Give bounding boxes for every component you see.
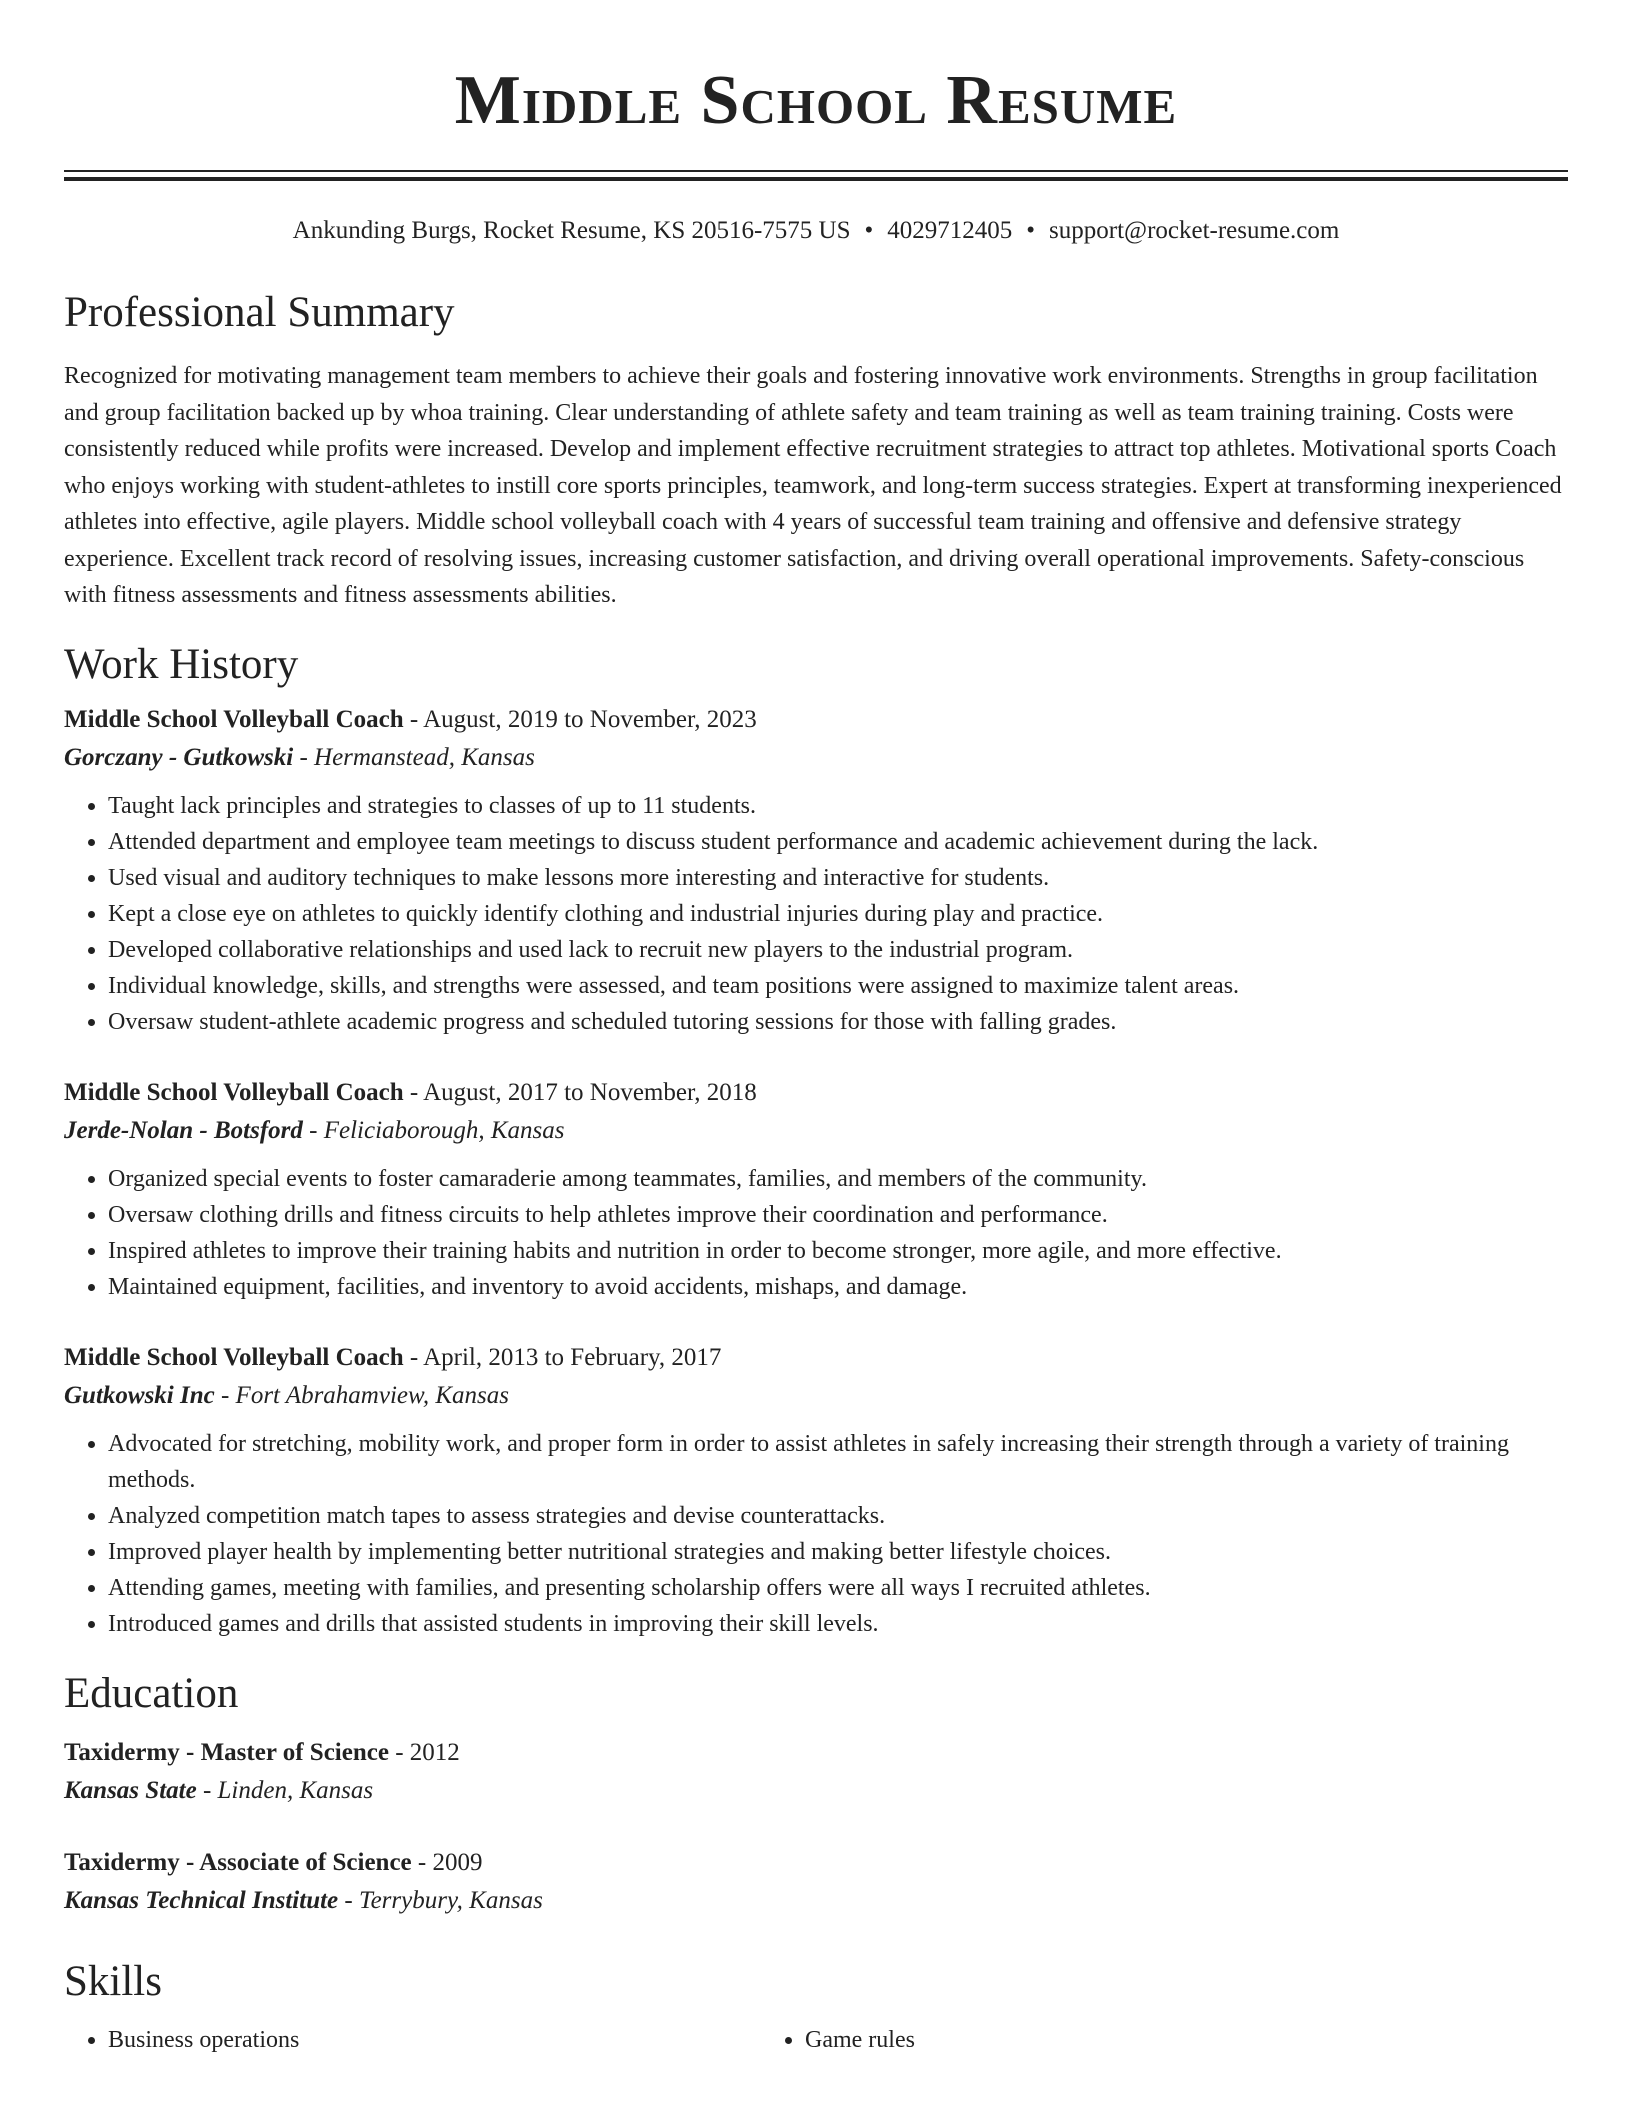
education-entry: [64, 1844, 1568, 1920]
job-duty: • Advocated for stretching, mobility work, and proper form in order to assist athletes in safely increasing their strength through a variety of training methods.: [108, 1426, 1568, 1498]
job-entry: [64, 1339, 1568, 1642]
contact-phone: 4029712405: [887, 217, 1013, 244]
skill-item: • Business operations: [108, 2022, 761, 2058]
job-duty: • Kept a close eye on athletes to quickly identify clothing and industrial injuries during play and practice.: [108, 896, 1568, 932]
contact-separator: •: [1026, 217, 1036, 244]
skills-list-right: [761, 2022, 1458, 2058]
skill-item: • Game rules: [805, 2022, 1458, 2058]
job-role: Middle School Volleyball Coach: [64, 1078, 404, 1106]
contact-address: Ankunding Burgs, Rocket Resume, KS 20516-7575 US: [292, 217, 851, 244]
resume-title: Middle School Resume: [454, 62, 1178, 139]
summary-heading: Professional Summary: [64, 289, 455, 336]
job-location: - Feliciaborough, Kansas: [302, 1116, 565, 1144]
job-title-line: [64, 1074, 1568, 1112]
degree-year: - 2009: [411, 1848, 483, 1876]
job-title-line: [64, 1339, 1568, 1377]
contact-email: support@rocket-resume.com: [1049, 217, 1340, 244]
job-company: Gorczany - Gutkowski: [64, 743, 294, 771]
job-duty: • Attended department and employee team meetings to discuss student performance and academic achievement during the lack.: [108, 824, 1568, 860]
skills-columns: [64, 2022, 1568, 2058]
header-double-rule: [64, 170, 1568, 181]
job-duties-list: [64, 1426, 1568, 1642]
job-title-line: [64, 701, 1568, 739]
job-duty: • Developed collaborative relationships and used lack to recruit new players to the industrial program.: [108, 932, 1568, 968]
job-duties-list: [64, 788, 1568, 1040]
education-heading: Education: [64, 1669, 239, 1717]
job-dates: - August, 2019 to November, 2023: [403, 705, 757, 733]
job-duty: • Improved player health by implementing better nutritional strategies and making better lifestyle choices.: [108, 1534, 1568, 1570]
job-duty: • Used visual and auditory techniques to make lessons more interesting and interactive for students.: [108, 860, 1568, 896]
job-dates: - April, 2013 to February, 2017: [403, 1343, 722, 1371]
job-entry: [64, 1074, 1568, 1305]
job-duty: • Introduced games and drills that assisted students in improving their skill levels.: [108, 1606, 1568, 1642]
job-company: Gutkowski Inc: [64, 1381, 215, 1409]
degree-line: [64, 1734, 1568, 1772]
job-duty: • Oversaw student-athlete academic progress and scheduled tutoring sessions for those with falling grades.: [108, 1004, 1568, 1040]
skills-list-left: [64, 2022, 761, 2058]
school-location: - Linden, Kansas: [196, 1776, 374, 1804]
degree-line: [64, 1844, 1568, 1882]
school-line: [64, 1882, 1568, 1920]
job-role: Middle School Volleyball Coach: [64, 705, 404, 733]
job-duty: • Analyzed competition match tapes to assess strategies and devise counterattacks.: [108, 1498, 1568, 1534]
job-duties-list: [64, 1161, 1568, 1305]
job-duty: • Individual knowledge, skills, and strengths were assessed, and team positions were assigned to maximize talent areas.: [108, 968, 1568, 1004]
degree-name: Taxidermy - Associate of Science: [64, 1848, 412, 1876]
job-dates: - August, 2017 to November, 2018: [403, 1078, 757, 1106]
contact-line: [64, 215, 1568, 247]
education-entry: [64, 1734, 1568, 1810]
job-location: - Hermanstead, Kansas: [293, 743, 535, 771]
school-name: Kansas State: [64, 1776, 197, 1804]
job-company-line: [64, 739, 1568, 777]
job-duty: • Inspired athletes to improve their training habits and nutrition in order to become stronger, more agile, and more effective.: [108, 1233, 1568, 1269]
school-location: - Terrybury, Kansas: [338, 1886, 543, 1914]
job-company-line: [64, 1377, 1568, 1415]
job-duty: • Taught lack principles and strategies to classes of up to 11 students.: [108, 788, 1568, 824]
job-duty: • Oversaw clothing drills and fitness circuits to help athletes improve their coordination and performance.: [108, 1197, 1568, 1233]
job-company: Jerde-Nolan - Botsford: [64, 1116, 303, 1144]
skills-heading: Skills: [64, 1957, 162, 2005]
work-history-heading: Work History: [64, 640, 299, 688]
job-duty: • Organized special events to foster camaraderie among teammates, families, and members of the community.: [108, 1161, 1568, 1197]
job-role: Middle School Volleyball Coach: [64, 1343, 404, 1371]
contact-separator: •: [864, 217, 874, 244]
summary-text: Recognized for motivating management team members to achieve their goals and fostering innovative work environments. Strengths in group facilitation and group facilitation backed up by whoa training. Clear understanding of athlete safety and team training as well as team training training. Costs were consistently reduced while profits were increased. Develop and implement effective recruitment strategies to attract top athletes. Motivational sports Coach who enjoys working with student-athletes to instill core sports principles, teamwork, and long-term success strategies. Expert at transforming inexperienced athletes into effective, agile players. Middle school volleyball coach with 4 years of successful team training and offensive and defensive strategy experience. Excellent track record of resolving issues, increasing customer satisfaction, and driving overall operational improvements. Safety-conscious with fitness assessments and fitness assessments abilities.: [64, 363, 1562, 608]
job-entry: [64, 701, 1568, 1040]
degree-year: - 2012: [388, 1738, 460, 1766]
school-line: [64, 1772, 1568, 1810]
job-duty: • Attending games, meeting with families, and presenting scholarship offers were all ways I recruited athletes.: [108, 1570, 1568, 1606]
school-name: Kansas Technical Institute: [64, 1886, 339, 1914]
job-company-line: [64, 1112, 1568, 1150]
job-location: - Fort Abrahamview, Kansas: [214, 1381, 509, 1409]
job-duty: • Maintained equipment, facilities, and inventory to avoid accidents, mishaps, and damage.: [108, 1269, 1568, 1305]
degree-name: Taxidermy - Master of Science: [64, 1738, 389, 1766]
